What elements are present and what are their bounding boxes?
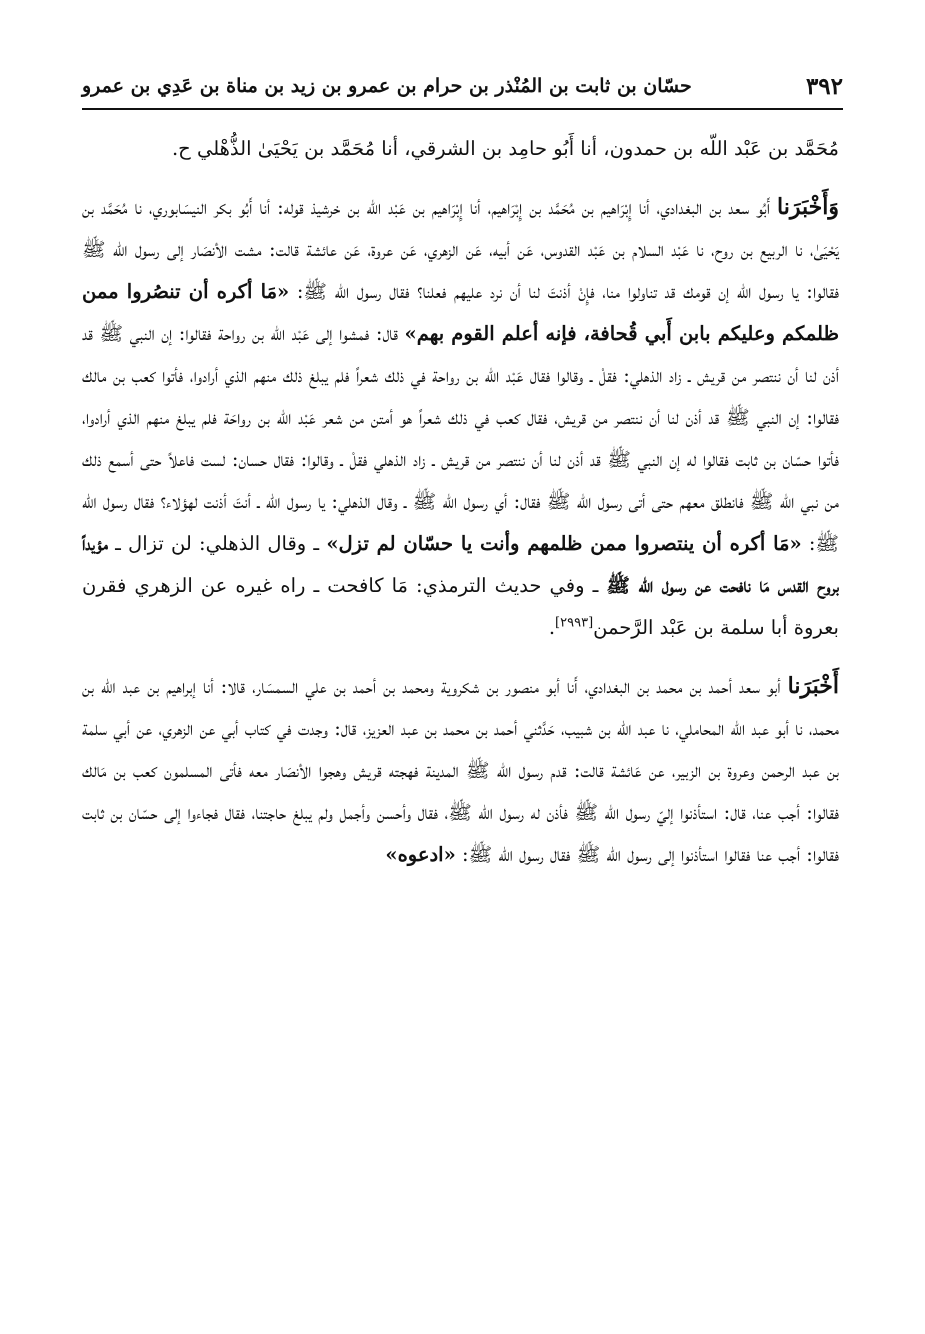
text-run: قال: فمشوا إلى عَبْد اللّه بن رواحة فقالوا: إن النبي ﷺ قد أذن لنا أن ننتصر من قريش ـ زاد الذهلي: فقلْ ـ وقالوا فقال عَبْد اللّه بن رواحة في ذلك شعراً فلم يبلغ ذلك منهم الذي أرادوا، فأتوا كعب بن مالك فقالوا: إن النبي ﷺ قد أذن لنا أن ننتصر من قريش، فقال كعب في ذلك شعراً هو أمتن من شعر عَبْد اللّه بن رواحَة فلم يبلغ منهم الذي أرادوا، فأتوا حسّان بن ثابت فقالوا له إن النبي ﷺ قد أذن لنا أن ننتصر من قريش ـ زاد الذهلي فقلْ ـ وقالوا: فقال حسان: لست فاعلاً حتى أسمع ذلك من نبي اللّه ﷺ فانطلق معهم حتى أتى رسول اللّه ﷺ فقال: أي رسول اللّه ﷺ ـ وقال الذهلي: يا رسول اللّه ـ أنتَ أذنت لهؤلاء؟ فقال رسول اللّه ﷺ: [82, 322, 839, 555]
lead-word: وَأَخْبَرَنا [777, 194, 839, 220]
footnote-ref: [٢٩٩٣] [555, 615, 594, 631]
text-run: . [548, 616, 556, 639]
page-header [82, 66, 843, 106]
paragraph [82, 128, 839, 170]
hadith-quote: «ادعوه» [385, 843, 456, 866]
running-title: حسّان بن ثابت بن المُنْذر بن حرام بن عمرو بن زيد بن مناة بن عَدِي بن عمرو [82, 75, 692, 97]
header-rule [82, 108, 843, 110]
body-text [82, 128, 839, 876]
text-run: ـ وفي حديث الترمذي: مَا كافحت ـ راه غيره عن الزهري فقرن بعروة أبا سلمة بن عَبْد الرَّحمن [82, 574, 839, 639]
hadith-quote: «مَا أكره أن ينتصروا ممن ظلمهم وأنت يا حسّان لم تزل» [326, 532, 802, 555]
hadith-quote: مؤيداً بروح القدس مَا نافحت عن رسول اللّه ﷺ [82, 532, 840, 597]
text-run: أَبُو سعد بن البغدادي، أنا إِبْرَاهيم بن مُحَمَّد بن إِبْرَاهيم، أنا إِبْرَاهيم بن عَبْد اللّه بن خرشيذ قوله: أنا أَبُو بكر النيسَابوري، نا مُحَمَّد بن يَحْيَىٰ، نا الربيع بن روح، نا عَبْد السلام بن عَبْد القدوس، عَن أبيه، عَن الزهري، عَن عروة، عَن عائشة قالت: مشت الأنصَار إلى رسول اللّه ﷺ فقالوا: يا رسول اللّه إن قومك قد تناولوا منا، فإِنْ أذنتَ لنا أن نرد عليهم فعلنا؟ فقال رسول اللّه ﷺ: [82, 196, 839, 303]
hadith-quote: «مَا أكره أن تنصُروا ممن ظلمكم وعليكم بابن أَبي قُحافة، فإنه أعلم القوم بهم» [82, 280, 840, 345]
lead-word: أَخْبَرَنا [787, 673, 839, 699]
paragraph [82, 665, 839, 876]
paragraph [82, 186, 839, 649]
page-number: ٣٩٢ [805, 72, 843, 100]
text-run: مُحَمَّد بن عَبْد اللّه بن حمدون، أنا أَبُو حامِد بن الشرقي، أنا مُحَمَّد بن يَحْيَىٰ الذُّهْلي ح. [171, 137, 839, 160]
text-run: ـ وقال الذهلي: لن تزال ـ [107, 532, 327, 555]
text-run: أبو سعد أحمد بن محمد بن البغدادي، أَنا أبو منصور بن شكروية ومحمد بن أحمد بن علي السمسَار، قالا: أنا إبراهيم بن عبد اللّه بن محمد، نا أبو عبد اللّه المحاملي، نا عبد اللّه بن شبيب، حَدَّثني أحمد بن محمد بن عبد العزيز، قال: وجدت في كتاب أبي عن الزهري، عن أبي سلمة بن عبد الرحمن وعروة بن الزبير، عن عَائشة قالت: قدم رسول اللّه ﷺ المدينة فهجته قريش وهجوا الأنصَار معه فأتى المسلمون كعب بن مَالك فقالوا: أجب عنا، قال: استأذنوا إليّ رسول اللّه ﷺ فأذن له رسول اللّه ﷺ، فقال وأحسن وأجمل ولم يبلغ حاجتنا، فقال فجاءوا إلى حسّان بن ثابت فقالوا: أجب عنا فقالوا استأذنوا إلى رسول اللّه ﷺ فقال رسول اللّه ﷺ: [82, 675, 839, 866]
